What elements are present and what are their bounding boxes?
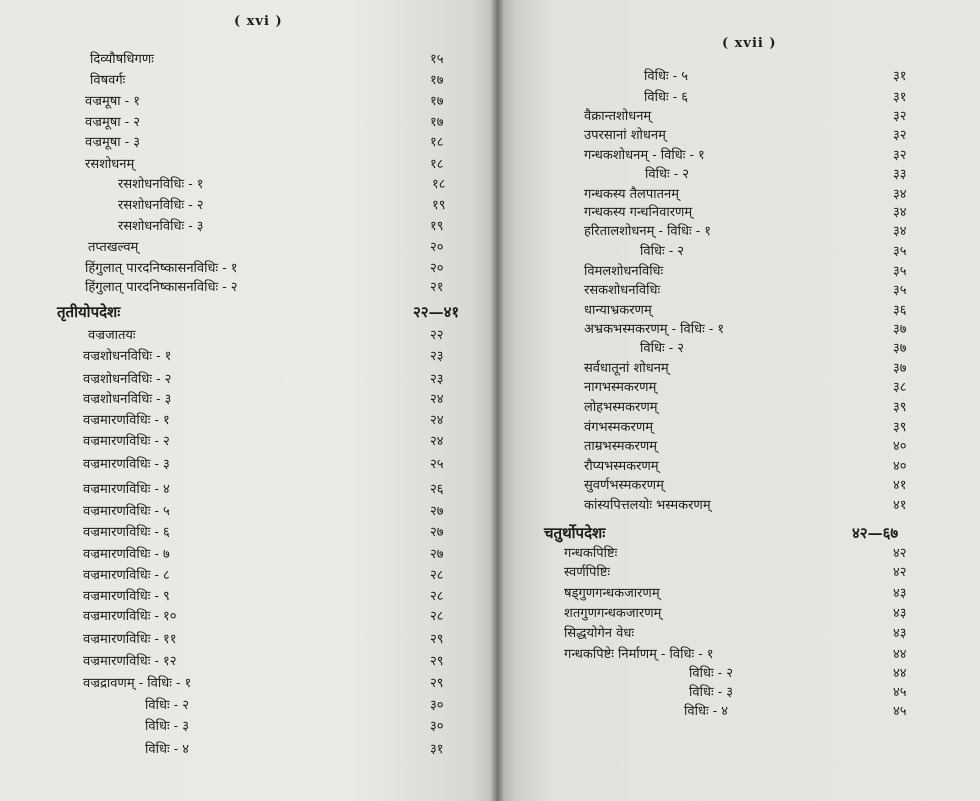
toc-entry-title: वज्रद्रावणम् - विधिः - १	[83, 676, 192, 691]
toc-entry-page-number: ४५	[893, 704, 907, 719]
toc-entry-page-number: १९	[430, 219, 444, 234]
toc-entry-page-number: ४४	[893, 647, 907, 662]
toc-entry-page-number: ३५	[893, 264, 907, 279]
toc-entry-page-number: ४३	[893, 626, 907, 641]
toc-entry-title: नागभस्मकरणम्	[584, 380, 657, 395]
toc-entry-title: सर्वधातूनां शोधनम्	[584, 361, 669, 376]
toc-entry-page-number: ४०	[893, 439, 907, 454]
toc-entry-page-number: ३१	[893, 69, 907, 84]
toc-entry-page-number: ४२	[893, 565, 907, 580]
toc-entry-title: अभ्रकभस्मकरणम् - विधिः - १	[584, 322, 725, 337]
toc-entry-title: सिद्धयोगेन वेधः	[564, 626, 634, 641]
toc-entry-title: विधिः - २	[689, 666, 734, 681]
toc-entry-title: वज्रमूषा - ३	[85, 135, 141, 150]
toc-entry-page-number: २९	[430, 632, 444, 647]
toc-entry-title: वज्रशोधनविधिः - १	[83, 349, 172, 364]
toc-entry-page-number: २९	[430, 654, 444, 669]
toc-entry-title: गन्धकपिष्टेः निर्माणम् - विधिः - १	[564, 647, 714, 662]
toc-entry-title: सुवर्णभस्मकरणम्	[584, 478, 664, 493]
toc-entry-title: हरितालशोधनम् - विधिः - १	[584, 224, 712, 239]
toc-entry-page-number: २१	[430, 280, 444, 295]
toc-entry-title: हिंगुलात् पारदनिष्कासनविधिः - २	[85, 280, 238, 295]
toc-entry-page-number: ४३	[893, 586, 907, 601]
toc-entry-page-number: २९	[430, 676, 444, 691]
toc-entry-title: गन्धकस्य तैलपातनम्	[584, 187, 680, 202]
toc-entry-page-number: ३२	[893, 109, 907, 124]
left-page-header: ( xvi )	[234, 14, 283, 29]
toc-entry-page-number: २८	[430, 568, 444, 583]
toc-entry-page-number: २४	[430, 434, 444, 449]
toc-entry-page-number: २३	[430, 372, 444, 387]
toc-entry-page-number: २४	[430, 413, 444, 428]
toc-entry-title: गन्धकपिष्टिः	[564, 546, 618, 561]
toc-entry-page-number: २४	[430, 392, 444, 407]
toc-entry-title: विधिः - ४	[145, 742, 190, 757]
toc-entry-title: स्वर्णपिष्टिः	[564, 565, 611, 580]
toc-entry-page-number: ३२	[893, 128, 907, 143]
toc-entry-title: विधिः - २	[645, 167, 690, 182]
toc-entry-page-number: २२—४१	[413, 303, 460, 321]
toc-entry-page-number: २५	[430, 457, 444, 472]
toc-entry-title: विधिः - २	[145, 698, 190, 713]
toc-entry-title: गन्धकस्य गन्धनिवारणम्	[584, 205, 693, 220]
toc-entry-page-number: २२	[430, 328, 444, 343]
toc-entry-title: वज्रशोधनविधिः - २	[83, 372, 172, 387]
toc-entry-title: विधिः - २	[640, 244, 685, 259]
toc-entry-title: वंगभस्मकरणम्	[584, 420, 653, 435]
toc-entry-page-number: ३४	[893, 224, 907, 239]
toc-entry-page-number: ३१	[430, 742, 444, 757]
toc-entry-title: लोहभस्मकरणम्	[584, 400, 658, 415]
toc-entry-page-number: ४१	[893, 478, 907, 493]
toc-entry-title: वज्रमारणविधिः - ५	[83, 504, 170, 519]
toc-entry-page-number: ३८	[893, 380, 907, 395]
toc-entry-title: वज्रमारणविधिः - ९	[83, 589, 170, 604]
toc-entry-title: वज्रमारणविधिः - ११	[83, 632, 177, 647]
toc-entry-title: वज्रमारणविधिः - २	[83, 434, 170, 449]
toc-entry-page-number: २३	[430, 349, 444, 364]
toc-entry-page-number: २०	[430, 261, 444, 276]
toc-entry-title: तृतीयोपदेशः	[57, 303, 121, 321]
toc-entry-title: वज्रमूषा - १	[85, 94, 141, 109]
toc-entry-title: धान्याभ्रकरणम्	[584, 303, 652, 318]
toc-entry-title: वज्रमारणविधिः - ३	[83, 457, 170, 472]
toc-entry-title: वज्रमारणविधिः - १	[83, 413, 170, 428]
toc-entry-page-number: १७	[430, 115, 444, 130]
toc-entry-title: शतगुणगन्धकजारणम्	[564, 606, 662, 621]
toc-entry-page-number: १८	[430, 157, 444, 172]
toc-entry-title: कांस्यपित्तलयोः भस्मकरणम्	[584, 498, 711, 513]
toc-entry-title: विधिः - ३	[145, 719, 190, 734]
toc-entry-page-number: ४२	[893, 546, 907, 561]
toc-entry-title: वज्रमूषा - २	[85, 115, 141, 130]
toc-entry-page-number: २८	[430, 589, 444, 604]
toc-entry-title: विमलशोधनविधिः	[584, 264, 664, 279]
toc-entry-page-number: २७	[430, 547, 444, 562]
toc-entry-page-number: १८	[430, 135, 444, 150]
toc-entry-page-number: ३६	[893, 303, 907, 318]
toc-entry-title: ताम्रभस्मकरणम्	[584, 439, 657, 454]
toc-entry-page-number: १७	[430, 94, 444, 109]
toc-entry-page-number: ३३	[893, 167, 907, 182]
toc-entry-title: वज्रजातयः	[88, 328, 136, 343]
toc-entry-page-number: ३०	[430, 698, 444, 713]
toc-entry-page-number: ३७	[893, 322, 907, 337]
toc-entry-page-number: २६	[430, 482, 444, 497]
toc-entry-page-number: ३९	[893, 420, 907, 435]
toc-entry-page-number: १९	[432, 198, 446, 213]
toc-entry-title: वज्रशोधनविधिः - ३	[83, 392, 172, 407]
toc-entry-title: रसशोधनविधिः - १	[118, 177, 204, 192]
toc-entry-title: रसशोधनविधिः - ३	[118, 219, 204, 234]
toc-entry-page-number: २०	[430, 240, 444, 255]
toc-entry-page-number: १८	[432, 177, 446, 192]
toc-entry-page-number: १७	[430, 73, 444, 88]
toc-entry-title: वज्रमारणविधिः - ६	[83, 525, 170, 540]
toc-entry-title: वज्रमारणविधिः - ४	[83, 482, 170, 497]
toc-entry-title: विधिः - ५	[644, 69, 689, 84]
toc-entry-page-number: ३७	[893, 361, 907, 376]
toc-entry-page-number: ३२	[893, 148, 907, 163]
toc-entry-page-number: ४२—६७	[852, 524, 899, 542]
toc-entry-page-number: ३४	[893, 205, 907, 220]
toc-entry-title: विषवर्गः	[90, 73, 126, 88]
toc-entry-title: रसकशोधनविधिः	[584, 283, 661, 298]
toc-entry-page-number: ३५	[893, 244, 907, 259]
toc-entry-page-number: ४०	[893, 459, 907, 474]
toc-entry-title: गन्धकशोधनम् - विधिः - १	[584, 148, 705, 163]
toc-entry-title: हिंगुलात् पारदनिष्कासनविधिः - १	[85, 261, 238, 276]
toc-entry-title: रसशोधनविधिः - २	[118, 198, 204, 213]
toc-entry-title: वज्रमारणविधिः - ७	[83, 547, 170, 562]
toc-entry-page-number: ३१	[893, 90, 907, 105]
right-page-header: ( xvii )	[722, 36, 777, 51]
toc-entry-title: विधिः - ४	[684, 704, 729, 719]
toc-entry-title: विधिः - ६	[644, 90, 689, 105]
toc-entry-title: वज्रमारणविधिः - १०	[83, 609, 177, 624]
toc-entry-page-number: ३४	[893, 187, 907, 202]
toc-entry-title: तप्तखल्वम्	[88, 240, 139, 255]
toc-entry-title: विधिः - २	[640, 341, 685, 356]
toc-entry-page-number: २७	[430, 504, 444, 519]
toc-entry-page-number: ४४	[893, 666, 907, 681]
toc-entry-title: रसशोधनम्	[85, 157, 135, 172]
toc-entry-title: रौप्यभस्मकरणम्	[584, 459, 659, 474]
toc-entry-title: दिव्यौषधिगणः	[90, 52, 154, 67]
toc-entry-title: चतुर्थोपदेशः	[544, 524, 606, 542]
toc-entry-page-number: ३९	[893, 400, 907, 415]
toc-entry-title: उपरसानां शोधनम्	[584, 128, 666, 143]
toc-entry-page-number: ४५	[893, 685, 907, 700]
toc-entry-page-number: ३७	[893, 341, 907, 356]
toc-entry-page-number: ३५	[893, 283, 907, 298]
toc-entry-title: षड्गुणगन्धकजारणम्	[564, 586, 660, 601]
toc-entry-title: वैक्रान्तशोधनम्	[584, 109, 652, 124]
toc-entry-page-number: २८	[430, 609, 444, 624]
toc-entry-title: वज्रमारणविधिः - १२	[83, 654, 177, 669]
toc-entry-page-number: ४१	[893, 498, 907, 513]
toc-entry-page-number: २७	[430, 525, 444, 540]
toc-entry-page-number: ४३	[893, 606, 907, 621]
book-gutter	[490, 0, 504, 801]
toc-entry-page-number: १५	[430, 52, 444, 67]
toc-entry-title: विधिः - ३	[689, 685, 734, 700]
toc-entry-title: वज्रमारणविधिः - ८	[83, 568, 170, 583]
toc-entry-page-number: ३०	[430, 719, 444, 734]
right-page	[497, 0, 980, 801]
